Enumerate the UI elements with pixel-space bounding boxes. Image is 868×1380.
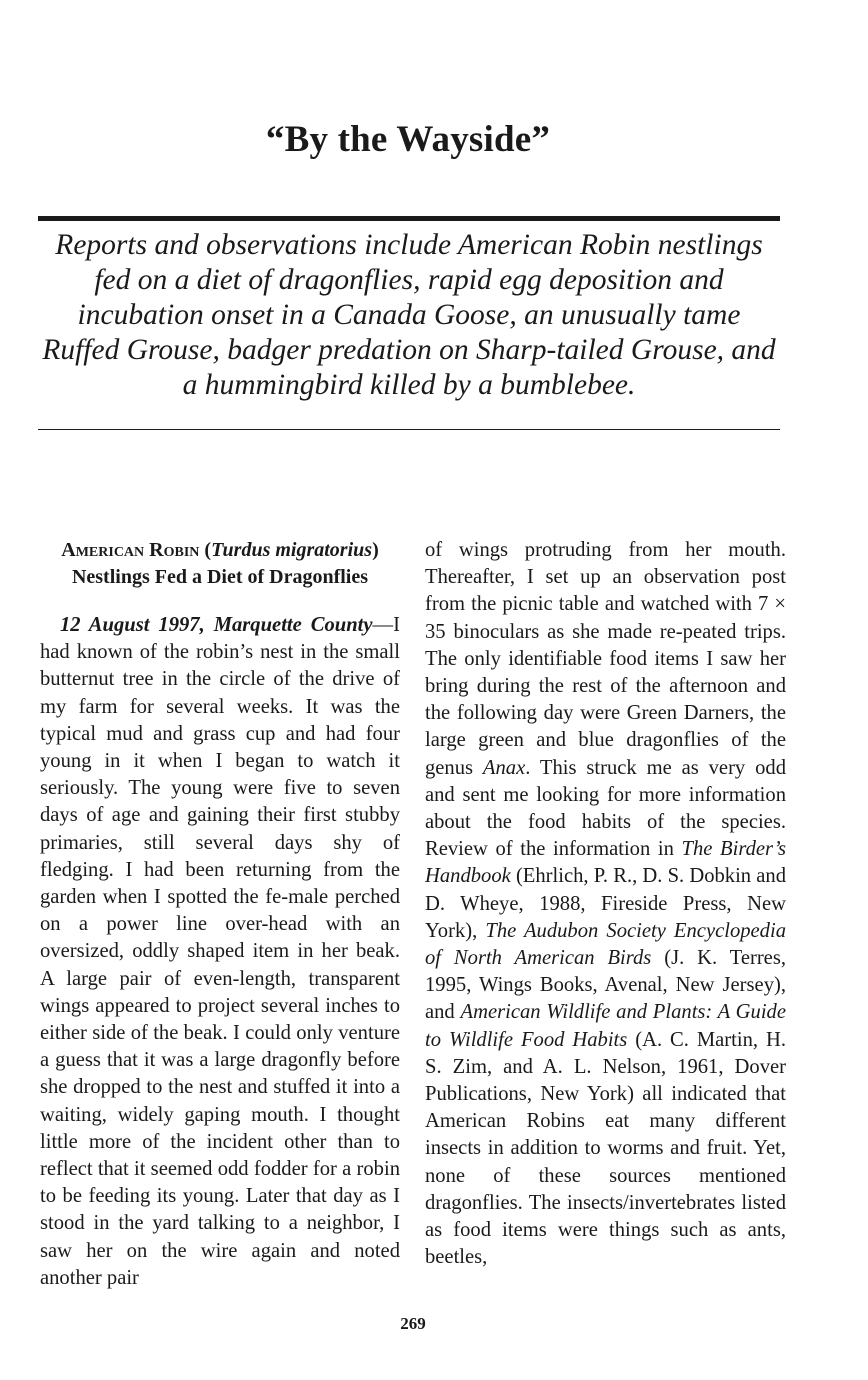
dateline: 12 August 1997, Marquette County — [60, 614, 373, 636]
page-number: 269 — [400, 1314, 426, 1333]
reference-detail-3: (A. C. Martin, H. S. Zim, and A. L. Nelson, 1961, Dover Publications, New York) all indicated that American Robins eat many different insects in addition to worms and fruit. Yet, none of these sources mentioned dragonflies. The insects/invertebrates listed as food items were things such as ants, beetles, — [425, 1028, 786, 1269]
abstract-rule — [38, 429, 780, 430]
reference-title-2: The Audubon Society Encyclopedia of North American Birds — [425, 919, 787, 970]
left-column — [40, 537, 400, 1292]
reference-title-1: The Birder’s Handbook — [425, 838, 786, 888]
body-text-left: I had known of the robin’s nest in the small butternut tree in the circle of the drive of my farm for several weeks. It was the typical mud and grass cup and had four young in it when I began to watch it seriously. The young were five to seven days of age and gaining their first stubby primaries, still several days shy of fledging. I had been returning from the garden when I spotted the fe-male perched on a power line over-head with an oversized, oddly shaped item in her beak. A large pair of even-length, transparent wings appeared to project several inches to either side of the beak. I could only venture a guess that it was a large dragonfly before she dropped to the nest and stuffed it into a waiting, widely gaping mouth. I thought little more of the incident other than to reflect that it seemed odd fodder for a robin to be feeding its young. Later that day as I stood in the yard talking to a neighbor, I saw her on the wire again and noted another pair — [40, 614, 400, 1289]
section-subtitle: Nestlings Fed a Diet of Dragonflies — [71, 566, 369, 588]
scientific-name: Turdus migratorius — [211, 539, 373, 561]
title-rule — [38, 216, 780, 221]
reference-detail-1: (Ehrlich, P. R., D. S. Dobkin and D. Wheye, 1988, Fireside Press, New York), — [425, 865, 786, 942]
right-column — [425, 537, 786, 1271]
body-text-right-1: of wings protruding from her mouth. Thereafter, I set up an observation post from the picnic table and watched with 7 × 35 binoculars as she made re-peated trips. The only identifiable food items I saw her bring during the rest of the afternoon and the following day were Green Darners, the large green and blue dragonflies of the genus — [425, 539, 786, 779]
body-paragraph-continued — [425, 537, 786, 1271]
section-heading: American Robin (Turdus migratorius) Nestlings Fed a Diet of Dragonflies — [61, 539, 379, 588]
body-text-right-2: . This struck me as very odd and sent me looking for more information about the food habits of the species. Review of the information in — [425, 756, 786, 861]
article-abstract: Reports and observations include American Robin nestlings fed on a diet of dragonflies, rapid egg deposition and incubation onset in a Canada Goose, an unusually tame Ruffed Grouse, badger predation on Sharp-tailed Grouse, and a hummingbird killed by a bumblebee. — [42, 229, 776, 401]
article-title: “By the Wayside” — [265, 119, 551, 160]
reference-title-3: American Wildlife and Plants: A Guide to Wildlife Food Habits — [425, 1001, 786, 1051]
genus-name: Anax — [482, 756, 526, 779]
reference-detail-2: (J. K. Terres, 1995, Wings Books, Avenal, New Jersey), and — [425, 947, 786, 1024]
species-name: American Robin — [61, 539, 200, 561]
body-paragraph: 12 August 1997, Marquette County—I had known of the robin’s nest in the small butternut tree in the circle of the drive of my farm for several weeks. It was the typical mud and grass cup and had four young in it when I began to watch it seriously. The young were five to seven days of age and gaining their first stubby primaries, still several days shy of fledging. I had been returning from the garden when I spotted the fe-male perched on a power line over-head with an oversized, oddly shaped item in her beak. A large pair of even-length, transparent wings appeared to project several inches to either side of the beak. I could only venture a guess that it was a large dragonfly before she dropped to the nest and stuffed it into a waiting, widely gaping mouth. I thought little more of the incident other than to reflect that it seemed odd fodder for a robin to be feeding its young. Later that day as I stood in the yard talking to a neighbor, I saw her on the wire again and noted another pair — [40, 614, 400, 1289]
